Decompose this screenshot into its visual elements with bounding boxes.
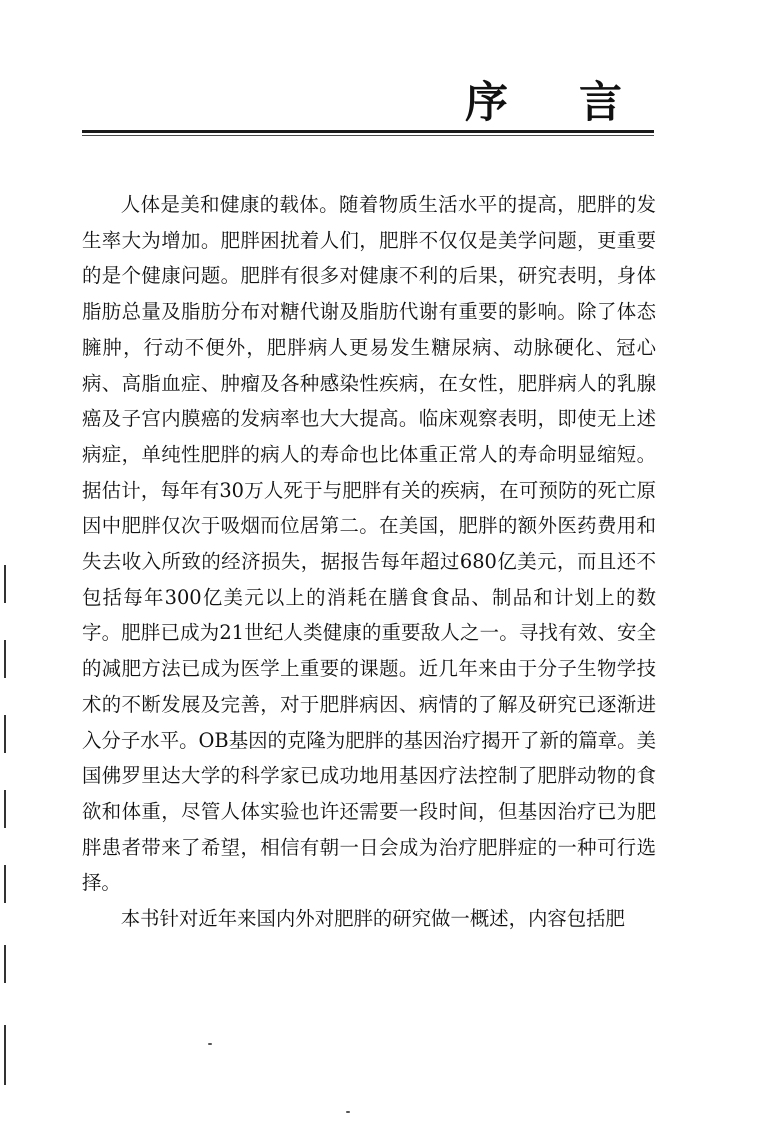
margin-mark	[4, 1025, 6, 1085]
scan-speck	[346, 1111, 350, 1113]
body-text	[82, 187, 656, 937]
header-rule-thick	[82, 130, 654, 133]
scan-speck	[208, 1043, 212, 1045]
margin-mark	[4, 945, 6, 983]
margin-mark	[4, 565, 6, 603]
margin-mark	[4, 715, 6, 753]
paragraph-2: 本书针对近年来国内外对肥胖的研究做一概述，内容包括肥	[120, 907, 625, 931]
page-title: 序 言	[465, 78, 650, 128]
header-rule-thin	[82, 135, 654, 136]
paragraph-1: 人体是美和健康的载体。随着物质生活水平的提高，肥胖的发生率大为增加。肥胖困扰着人们，肥胖不仅仅是美学问题，更重要的是个健康问题。肥胖有很多对健康不利的后果，研究表明，身体脂肪总量及脂肪分布对糖代谢及脂肪代谢有重要的影响。除了体态臃肿，行动不便外，肥胖病人更易发生糖尿病、动脉硬化、冠心病、高脂血症、肿瘤及各种感染性疾病，在女性，肥胖病人的乳腺癌及子宫内膜癌的发病率也大大提高。临床观察表明，即使无上述病症，单纯性肥胖的病人的寿命也比体重正常人的寿命明显缩短。据估计，每年有30万人死于与肥胖有关的疾病，在可预防的死亡原因中肥胖仅次于吸烟而位居第二。在美国，肥胖的额外医药费用和失去收入所致的经济损失，据报告每年超过680亿美元，而且还不包括每年300亿美元以上的消耗在膳食食品、制品和计划上的数字。肥胖已成为21世纪人类健康的重要敌人之一。寻找有效、安全的减肥方法已成为医学上重要的课题。近几年来由于分子生物学技术的不断发展及完善，对于肥胖病因、病情的了解及研究已逐渐进入分子水平。OB基因的克隆为肥胖的基因治疗揭开了新的篇章。美国佛罗里达大学的科学家已成功地用基因疗法控制了肥胖动物的食欲和体重，尽管人体实验也许还需要一段时间，但基因治疗已为肥胖患者带来了希望，相信有朝一日会成为治疗肥胖症的一种可行选择。	[82, 193, 656, 895]
margin-mark	[4, 865, 6, 903]
margin-mark	[4, 640, 6, 678]
margin-mark	[4, 790, 6, 828]
